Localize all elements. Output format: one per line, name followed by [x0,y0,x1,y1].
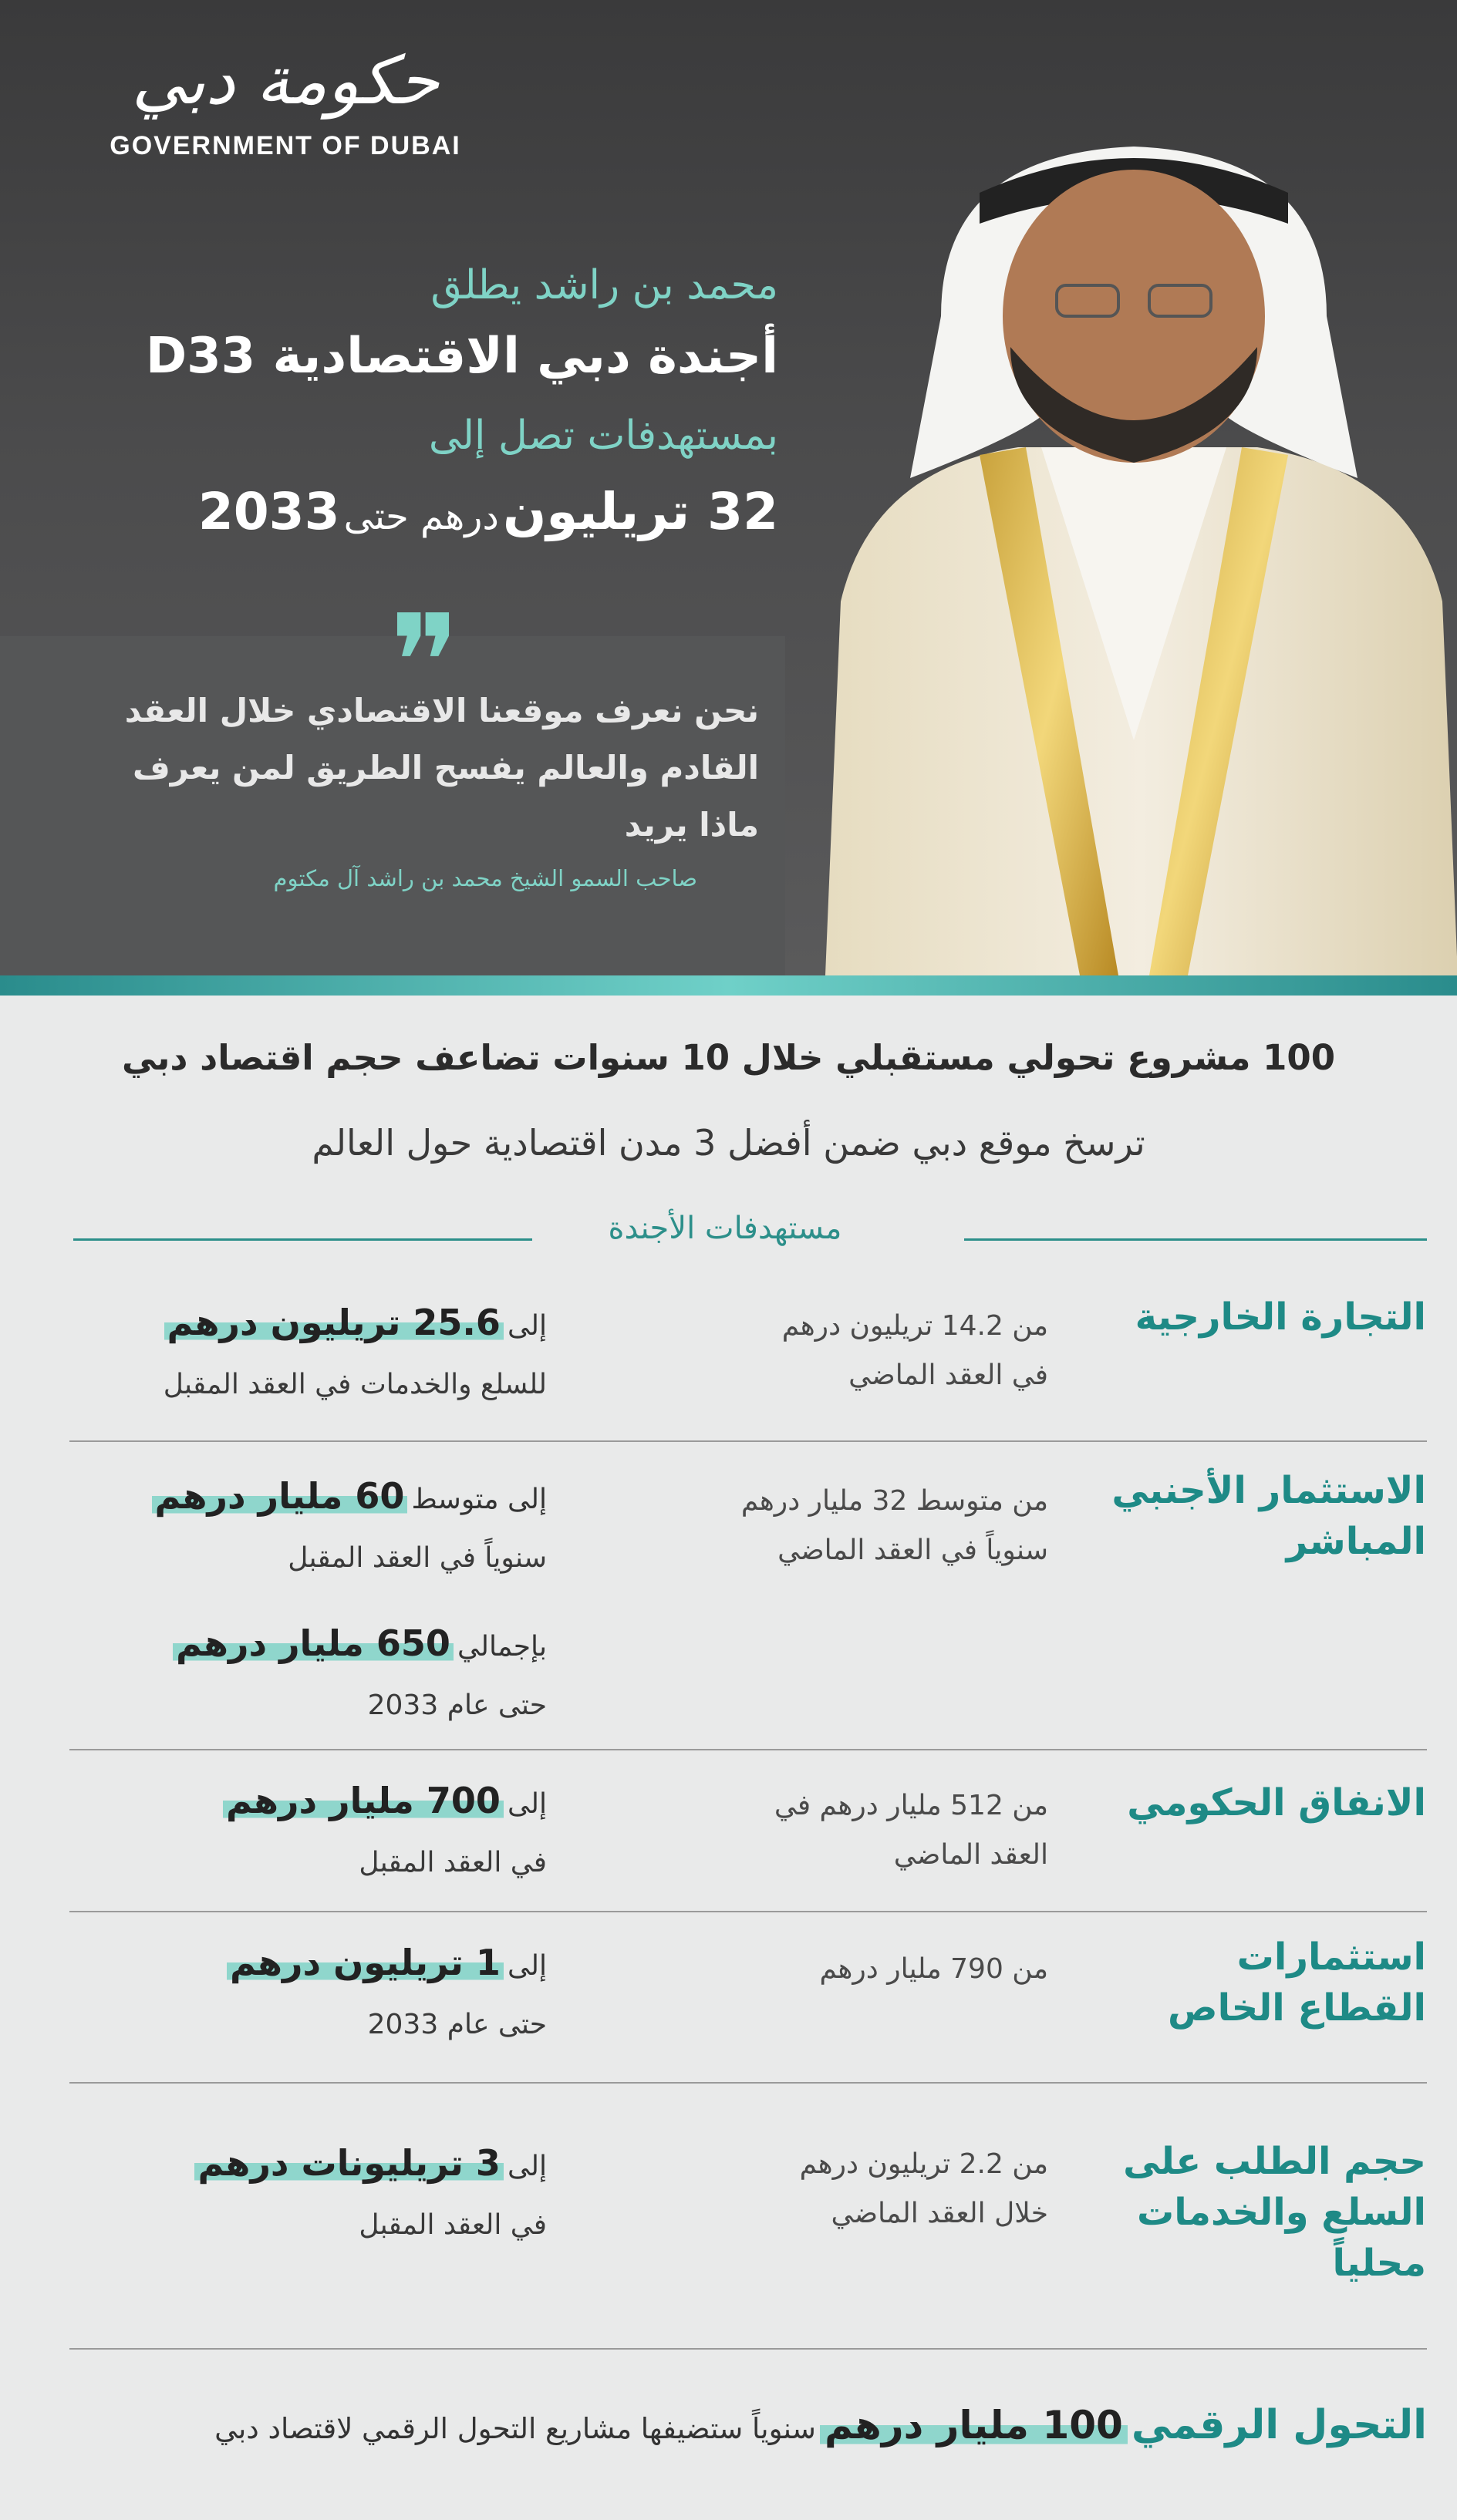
quote-line: ماذا يريد [624,806,759,844]
row-category: حجم الطلب على السلع والخدمات محلياً [1123,2140,1426,2285]
row-to-note: للسلع والخدمات في العقد المقبل [163,1369,547,1400]
row-from-line: من 14.2 تريليون درهم [781,1310,1048,1342]
logo-english: GOVERNMENT OF DUBAI [110,131,461,160]
quote-mark-icon: ❞ [390,587,460,739]
row-divider [69,1911,1427,1912]
teal-divider-band [0,975,1457,996]
section-rule-left [73,1238,532,1241]
government-of-dubai-logo [108,31,463,177]
quote-line: القادم والعالم يفسح الطريق لمن يعرف [132,749,759,787]
headline-line-4 [198,482,778,541]
row-to-prefix: إلى [508,1788,547,1820]
row-divider [69,1749,1427,1750]
row-from [647,1477,1048,1575]
digital-transformation-row [54,2402,1427,2448]
row-to-prefix: إلى متوسط [411,1484,547,1515]
digital-value: 100 مليار درهم [820,2403,1128,2448]
row-from-line: في العقد الماضي [848,1359,1048,1391]
row-divider [69,2348,1427,2350]
row-category: الاستثمار الأجنبي المباشر [1111,1469,1426,1563]
hero-banner [0,0,1457,975]
intro-headline: 100 مشروع تحولي مستقبلي خلال 10 سنوات تضاعف حجم اقتصاد دبي [121,1037,1336,1078]
row-to-prefix: إلى [508,2151,547,2182]
row-to-value: 3 تريليونات درهم [194,2142,503,2184]
row-to [53,1295,547,1412]
row-from-line: من 790 مليار درهم [819,1953,1048,1985]
logo-arabic: حكومة دبي [131,42,440,120]
row-category: الانفاق الحكومي [1127,1781,1426,1824]
row-from-line: خلال العقد الماضي [831,2198,1048,2229]
row-from [647,1302,1048,1400]
row-from-line: من متوسط 32 مليار درهم [740,1485,1048,1517]
row-to-prefix-2: بإجمالي [457,1631,547,1663]
section-title: مستهدفات الأجندة [608,1211,842,1246]
headline-year: 2033 [197,482,340,541]
row-category: التجارة الخارجية [1135,1295,1426,1339]
row-to [53,1469,547,1733]
row-from-line: سنوياً في العقد الماضي [777,1535,1048,1566]
row-to [53,1935,547,2052]
section-rule-right [964,1238,1427,1241]
row-from-line: من 512 مليار درهم في [774,1790,1048,1821]
headline-line-1: محمد بن راشد يطلق [430,262,778,308]
row-from [647,1781,1048,1880]
headline-line-2: أجندة دبي الاقتصادية D33 [146,328,778,385]
row-to-value: 25.6 تريليون درهم [164,1302,504,1343]
row-to-value: 1 تريليون درهم [227,1942,504,1983]
row-to-note: في العقد المقبل [359,1847,547,1878]
row-to-value: 700 مليار درهم [223,1780,504,1821]
headline-amount: 32 تريليون [502,482,778,541]
row-to-prefix: إلى [508,1950,547,1982]
row-to-note: حتى عام 2033 [367,2009,547,2040]
headline-line-3: بمستهدفات تصل إلى [428,413,778,459]
portrait-image [825,139,1457,975]
quote-text [65,682,759,854]
row-from [647,1945,1048,1994]
digital-category: التحول الرقمي [1131,2402,1427,2448]
row-to-value: 60 مليار درهم [152,1475,408,1517]
quote-line: نحن نعرف موقعنا الاقتصادي خلال العقد [124,692,759,729]
row-to-note-2: حتى عام 2033 [367,1690,547,1721]
row-divider [69,1440,1427,1442]
row-divider [69,2082,1427,2084]
row-to [53,2136,547,2252]
row-to-value-2: 650 مليار درهم [173,1622,454,1664]
row-to-prefix: إلى [508,1310,547,1342]
row-to-note: سنوياً في العقد المقبل [288,1542,547,1574]
row-to [53,1774,547,1890]
row-from [647,2140,1048,2239]
row-from-line: من 2.2 تريليون درهم [799,2148,1048,2180]
intro-subheadline: ترسخ موقع دبي ضمن أفضل 3 مدن اقتصادية حول العالم [312,1122,1145,1164]
row-category: استثمارات القطاع الخاص [1168,1935,1426,2030]
digital-text: سنوياً ستضيفها مشاريع التحول الرقمي لاقتصاد دبي [214,2412,816,2445]
headline-currency: درهم حتى [343,495,499,538]
row-from-line: العقد الماضي [893,1839,1048,1871]
quote-author: صاحب السمو الشيخ محمد بن راشد آل مكتوم [273,865,697,891]
row-to-note: في العقد المقبل [359,2209,547,2241]
